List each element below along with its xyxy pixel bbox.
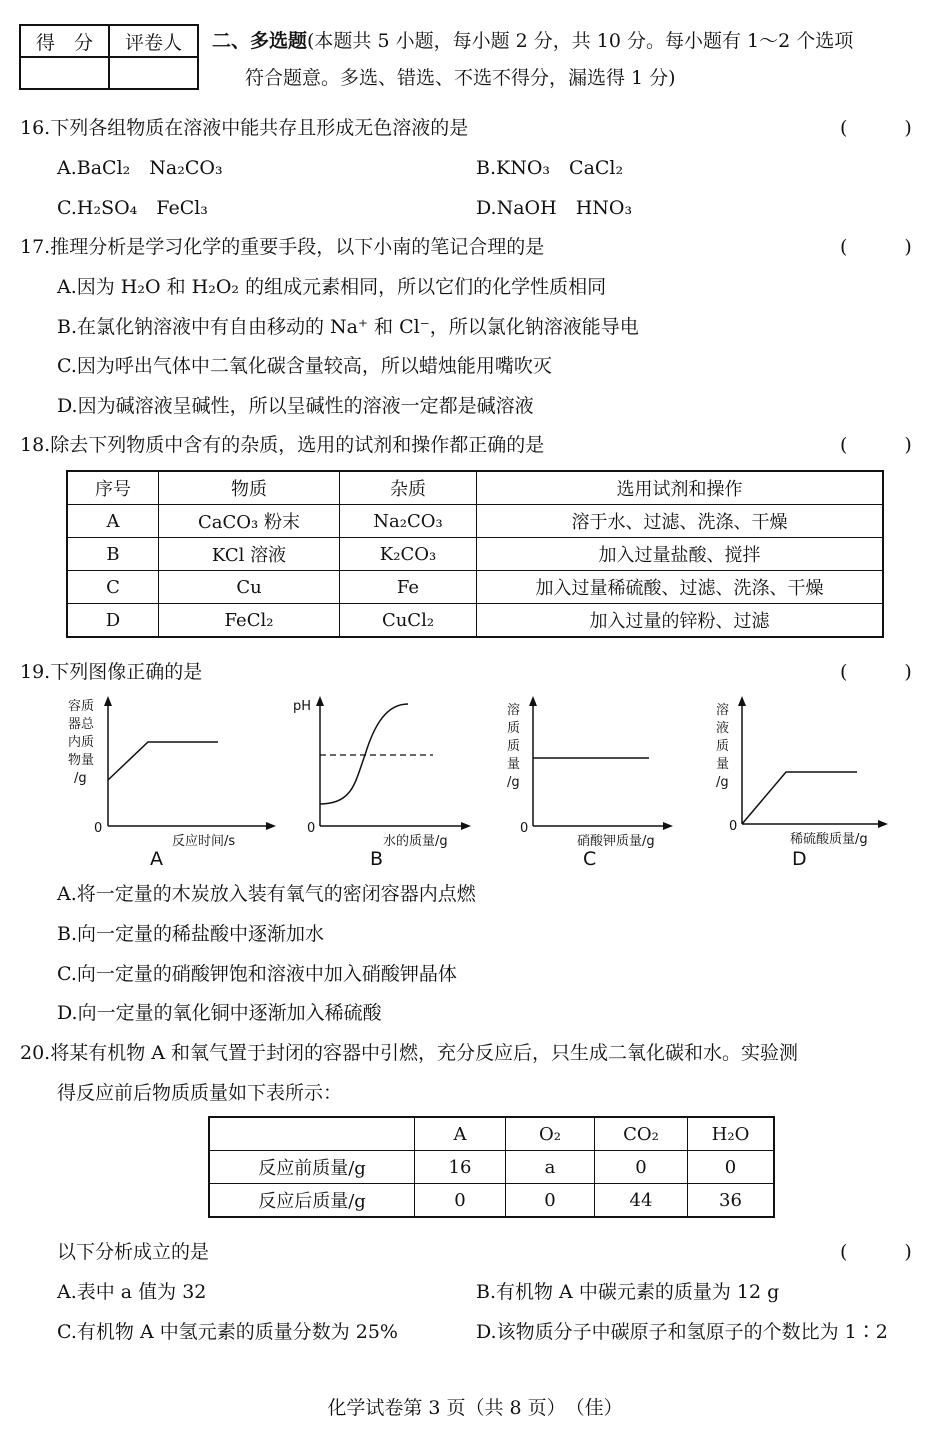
chart-c (505, 692, 675, 872)
option-text: 表中 a 值为 32 (76, 1281, 207, 1303)
chart-c-ylabel: 量 (507, 757, 521, 772)
arrow-up-icon (529, 696, 537, 706)
chart-a-line (108, 742, 218, 780)
table-header-row (67, 471, 883, 505)
arrow-right-icon (663, 822, 673, 830)
chart-c-ylabel: 溶 (507, 703, 521, 718)
page-footer: 化学试卷第 3 页（共 8 页） （佳） (327, 1397, 623, 1419)
chart-b-xlabel: 水的质量/g (383, 834, 448, 849)
table-cell: 44 (595, 1184, 688, 1218)
table-cell: 加入过量的锌粉、过滤 (477, 604, 884, 638)
chart-d-letter: D (792, 848, 807, 870)
chart-a-ylabel: 容质 (68, 699, 95, 714)
chart-d-line (742, 772, 857, 824)
option-letter: D. (57, 1002, 78, 1024)
option-letter: D. (476, 1321, 497, 1343)
table-row (67, 538, 883, 571)
chart-a-ylabel: 物量 (68, 753, 95, 768)
table-row (209, 1151, 774, 1184)
q20-option-a[interactable] (57, 1277, 206, 1304)
table-cell: D (67, 604, 159, 638)
chart-b-curve (320, 704, 408, 804)
score-label: 得 分 (20, 25, 109, 57)
arrow-up-icon (104, 696, 112, 706)
table-header: A (415, 1117, 506, 1151)
chart-a-xlabel: 反应时间/s (172, 834, 236, 849)
table-cell: A (67, 505, 159, 538)
q16-option-d[interactable] (476, 193, 632, 220)
option-text: 因为呼出气体中二氧化碳含量较高，所以蜡烛能用嘴吹灭 (76, 355, 552, 377)
q17-stem (20, 232, 544, 259)
table-cell: CaCO₃ 粉末 (159, 505, 340, 538)
chart-a-ylabel: 内质 (68, 735, 95, 750)
table-cell: Cu (159, 571, 340, 604)
table-cell: K₂CO₃ (340, 538, 477, 571)
q19-stem-text: 下列图像正确的是 (50, 661, 203, 683)
option-letter: C. (57, 197, 77, 219)
table-row (209, 1184, 774, 1218)
option-letter: C. (57, 963, 77, 985)
chart-a-letter: A (150, 848, 163, 870)
chart-c-ylabel: 质 (507, 739, 521, 754)
table-cell: 溶于水、过滤、洗涤、干燥 (477, 505, 884, 538)
table-header: O₂ (506, 1117, 595, 1151)
chart-d-xlabel: 稀硫酸质量/g (790, 832, 868, 847)
option-text: 在氯化钠溶液中有自由移动的 Na⁺ 和 Cl⁻，所以氯化钠溶液能导电 (77, 316, 639, 338)
option-text: 向一定量的稀盐酸中逐渐加水 (77, 923, 325, 945)
chart-d-ylabel: 质 (716, 739, 730, 754)
option-text: 向一定量的氧化铜中逐渐加入稀硫酸 (77, 1002, 382, 1024)
chart-b-ylabel: pH (293, 699, 312, 714)
q17-option-c[interactable] (57, 351, 552, 378)
table-header: 序号 (67, 471, 159, 505)
q16-stem (20, 113, 468, 140)
table-cell: KCl 溶液 (159, 538, 340, 571)
arrow-right-icon (461, 822, 471, 830)
q18-stem-text: 除去下列物质中含有的杂质，选用的试剂和操作都正确的是 (50, 434, 545, 456)
q20-answer-paren[interactable]: ( ) (840, 1241, 912, 1263)
q20-stem-text-2: 得反应前后物质质量如下表所示： (57, 1082, 343, 1104)
q20-table (208, 1116, 775, 1218)
table-cell: C (67, 571, 159, 604)
option-letter: A. (57, 1281, 77, 1303)
table-cell: FeCl₂ (159, 604, 340, 638)
section-header (212, 26, 853, 53)
chart-d-origin: 0 (729, 819, 738, 834)
option-letter: A. (57, 157, 77, 179)
option-text: 有机物 A 中氢元素的质量分数为 25% (76, 1321, 398, 1343)
table-header: H₂O (688, 1117, 775, 1151)
q18-answer-paren[interactable]: ( ) (840, 434, 912, 456)
table-header: 选用试剂和操作 (477, 471, 884, 505)
q19-answer-paren[interactable]: ( ) (840, 661, 912, 683)
table-row (67, 571, 883, 604)
chart-a-origin: 0 (94, 821, 103, 836)
chart-b-letter: B (370, 848, 384, 870)
q16-stem-text: 下列各组物质在溶液中能共存且形成无色溶液的是 (50, 117, 469, 139)
arrow-up-icon (738, 696, 746, 706)
option-text: H₂SO₄ FeCl₃ (76, 197, 208, 219)
table-row (67, 604, 883, 638)
option-letter: D. (57, 395, 78, 417)
option-letter: A. (57, 883, 77, 905)
option-text: 该物质分子中碳原子和氢原子的个数比为 1∶2 (496, 1321, 888, 1343)
q17-option-b[interactable] (57, 312, 639, 339)
option-text: 向一定量的硝酸钾饱和溶液中加入硝酸钾晶体 (76, 963, 457, 985)
chart-a-ylabel: /g (74, 771, 87, 786)
q17-num: 17. (20, 236, 51, 258)
option-letter: C. (57, 1321, 77, 1343)
q16-option-a[interactable] (57, 153, 223, 180)
table-header: 物质 (159, 471, 340, 505)
table-row (67, 505, 883, 538)
arrow-up-icon (316, 696, 324, 706)
q16-option-c[interactable] (57, 193, 208, 220)
table-cell: 反应前质量/g (209, 1151, 415, 1184)
chart-c-ylabel: /g (507, 775, 520, 790)
q17-option-d[interactable] (57, 391, 534, 418)
table-cell: 16 (415, 1151, 506, 1184)
option-text: 将一定量的木炭放入装有氧气的密闭容器内点燃 (76, 883, 476, 905)
table-cell: a (506, 1151, 595, 1184)
table-header-row (209, 1117, 774, 1151)
section-title: 二、多选题 (212, 30, 308, 52)
q19-option-d[interactable] (57, 998, 382, 1025)
section-desc-1: (本题共 5 小题，每小题 2 分，共 10 分。每小题有 1～2 个选项 (307, 30, 854, 52)
option-letter: C. (57, 355, 77, 377)
option-letter: D. (476, 197, 497, 219)
chart-d-ylabel: /g (716, 775, 729, 790)
option-letter: B. (57, 316, 78, 338)
option-letter: A. (57, 276, 77, 298)
option-letter: B. (476, 1281, 497, 1303)
q16-answer-paren[interactable]: ( ) (840, 117, 912, 139)
table-header: 杂质 (340, 471, 477, 505)
chart-c-ylabel: 质 (507, 721, 521, 736)
q19-option-b[interactable] (57, 919, 324, 946)
table-cell: B (67, 538, 159, 571)
table-cell: Na₂CO₃ (340, 505, 477, 538)
chart-a-ylabel: 器总 (68, 717, 95, 732)
option-text: NaOH HNO₃ (496, 197, 633, 219)
option-text: KNO₃ CaCl₂ (496, 157, 624, 179)
q20-option-b[interactable] (476, 1277, 779, 1304)
q20-option-d[interactable] (476, 1317, 888, 1344)
option-text: 因为碱溶液呈碱性，所以呈碱性的溶液一定都是碱溶液 (77, 395, 534, 417)
q17-option-a[interactable] (57, 272, 606, 299)
q20-num: 20. (20, 1042, 51, 1064)
option-text: BaCl₂ Na₂CO₃ (76, 157, 223, 179)
arrow-right-icon (266, 822, 276, 830)
chart-d-ylabel: 量 (716, 757, 730, 772)
chart-d-ylabel: 溶 (716, 703, 730, 718)
q19-num: 19. (20, 661, 51, 683)
score-cell[interactable] (20, 57, 109, 89)
q20-stem (20, 1038, 798, 1065)
score-box (19, 24, 199, 90)
q16-num: 16. (20, 117, 51, 139)
q18-num: 18. (20, 434, 51, 456)
chart-c-xlabel: 硝酸钾质量/g (577, 834, 655, 849)
q19-option-c[interactable] (57, 959, 457, 986)
table-cell: 0 (415, 1184, 506, 1218)
q19-option-a[interactable] (57, 879, 476, 906)
table-header: CO₂ (595, 1117, 688, 1151)
q20-prompt: 以下分析成立的是 (57, 1241, 210, 1263)
section-desc-2: 符合题意。多选、错选、不选不得分，漏选得 1 分) (245, 67, 676, 89)
q16-option-b[interactable] (476, 153, 623, 180)
option-letter: B. (476, 157, 497, 179)
table-cell: Fe (340, 571, 477, 604)
option-letter: B. (57, 923, 78, 945)
grader-label: 评卷人 (109, 25, 198, 57)
chart-c-origin: 0 (520, 821, 529, 836)
table-cell: 加入过量盐酸、搅拌 (477, 538, 884, 571)
chart-c-letter: C (583, 848, 597, 870)
q18-table (66, 470, 884, 638)
q19-stem (20, 657, 202, 684)
option-text: 有机物 A 中碳元素的质量为 12 g (496, 1281, 780, 1303)
q18-stem (20, 430, 544, 457)
q20-option-c[interactable] (57, 1317, 398, 1344)
grader-cell[interactable] (109, 57, 198, 89)
chart-a (68, 692, 278, 872)
table-cell: 0 (595, 1151, 688, 1184)
table-cell: 加入过量稀硫酸、过滤、洗涤、干燥 (477, 571, 884, 604)
table-cell: 0 (688, 1151, 775, 1184)
chart-b-origin: 0 (307, 821, 316, 836)
table-cell: 0 (506, 1184, 595, 1218)
q17-answer-paren[interactable]: ( ) (840, 236, 912, 258)
table-cell: CuCl₂ (340, 604, 477, 638)
option-text: 因为 H₂O 和 H₂O₂ 的组成元素相同，所以它们的化学性质相同 (76, 276, 607, 298)
chart-d (712, 692, 892, 872)
q17-stem-text: 推理分析是学习化学的重要手段，以下小南的笔记合理的是 (50, 236, 545, 258)
arrow-right-icon (878, 820, 888, 828)
chart-d-ylabel: 液 (716, 721, 730, 736)
table-cell: 36 (688, 1184, 775, 1218)
chart-b (293, 692, 473, 872)
table-header (209, 1117, 415, 1151)
table-cell: 反应后质量/g (209, 1184, 415, 1218)
q20-stem-text-1: 将某有机物 A 和氧气置于封闭的容器中引燃，充分反应后，只生成二氧化碳和水。实验测 (50, 1042, 799, 1064)
